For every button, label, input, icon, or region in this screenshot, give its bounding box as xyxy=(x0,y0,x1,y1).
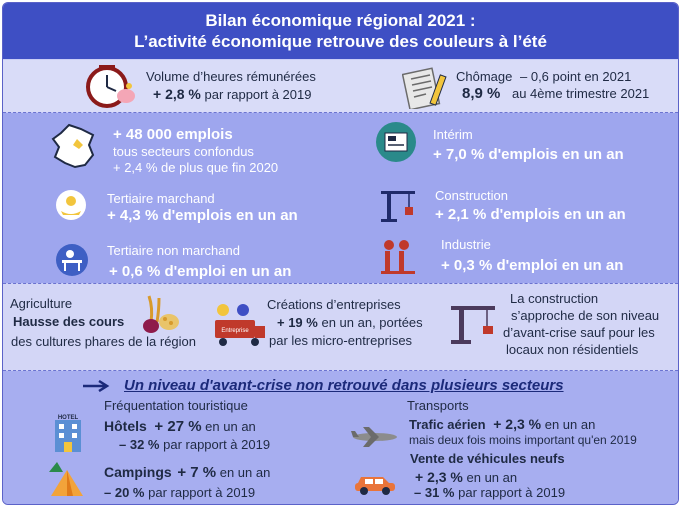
transports-title: Transports xyxy=(407,398,469,413)
hotels-value: + 27 % xyxy=(154,418,202,435)
hours-label: Volume d’heures rémunérées xyxy=(146,69,316,84)
jobs-total-line2: tous secteurs confondus xyxy=(113,144,254,159)
tourism-title: Fréquentation touristique xyxy=(104,398,248,413)
air-value: + 2,3 % xyxy=(493,416,542,432)
tnm-value: + 0,6 % d'emploi en un an xyxy=(109,263,292,280)
chomage-suffix: au 4ème trimestre 2021 xyxy=(511,86,650,101)
band-bottom xyxy=(3,371,678,504)
construction-text-line2: s’approche de son niveau xyxy=(511,308,660,323)
hotels-line2-value: – 32 % xyxy=(119,437,160,452)
band-top xyxy=(3,60,678,112)
infographic xyxy=(2,2,679,505)
tnm-label: Tertiaire non marchand xyxy=(107,243,240,258)
chomage-label: Chômage xyxy=(456,69,513,84)
crane-icon xyxy=(377,183,419,223)
construction-crane-icon xyxy=(449,298,497,348)
car-icon xyxy=(353,469,397,495)
construction-text-line1: La construction xyxy=(510,291,599,306)
cars-suffix: en un an xyxy=(466,470,518,485)
campings-line2-value: – 20 % xyxy=(104,485,145,500)
creation-line1: Créations d’entreprises xyxy=(267,297,401,312)
crops-icon xyxy=(135,292,185,334)
agri-line3: des cultures phares de la région xyxy=(11,334,197,349)
bottom-headline: Un niveau d'avant-crise non retrouvé dans plusieurs secteurs xyxy=(124,377,564,394)
tm-label: Tertiaire marchand xyxy=(107,191,215,206)
interim-label: Intérim xyxy=(433,127,473,142)
airplane-icon xyxy=(349,423,401,449)
creation-line2: en un an, portées xyxy=(321,315,423,330)
creation-line3: par les micro-entreprises xyxy=(269,333,413,348)
desk-worker-icon xyxy=(55,243,89,277)
construction-text-line3: d’avant-crise sauf pour les xyxy=(503,325,655,340)
campings-line2-suffix: par rapport à 2019 xyxy=(148,485,256,500)
air-line2: mais deux fois moins important qu'en 2019 xyxy=(409,433,637,447)
hotels-suffix: en un an xyxy=(205,419,256,434)
interim-value: + 7,0 % d'emplois en un an xyxy=(433,146,624,163)
construction-label: Construction xyxy=(435,188,508,203)
title-line-2: L’activité économique retrouve des couleurs à l’été xyxy=(134,32,547,51)
creation-value: + 19 % xyxy=(277,315,318,330)
chomage-value: 8,9 % xyxy=(462,85,501,102)
tm-value: + 4,3 % d'emplois en un an xyxy=(107,207,298,224)
cars-label: Vente de véhicules neufs xyxy=(410,451,565,466)
clock-piggy-icon xyxy=(85,64,137,108)
agri-line1: Agriculture xyxy=(10,296,73,311)
hotel-icon xyxy=(47,412,89,454)
jobs-total-line3: + 2,4 % de plus que fin 2020 xyxy=(113,160,279,175)
france-map-icon xyxy=(47,121,103,173)
handshake-icon xyxy=(55,189,87,221)
hotels-label: Hôtels xyxy=(104,418,147,434)
hours-suffix: par rapport à 2019 xyxy=(204,87,312,102)
hotel-sign: HOTEL xyxy=(57,415,79,421)
arrow-icon xyxy=(81,380,111,392)
factory-icon xyxy=(379,237,419,275)
construction-value: + 2,1 % d'emplois en un an xyxy=(435,206,626,223)
header xyxy=(3,3,678,59)
air-label: Trafic aérien xyxy=(409,417,486,432)
document-pen-icon xyxy=(402,65,448,109)
hotels-line2-suffix: par rapport à 2019 xyxy=(163,437,271,452)
chomage-change: – 0,6 point en 2021 xyxy=(520,69,632,84)
industrie-label: Industrie xyxy=(441,237,491,252)
air-suffix: en un an xyxy=(544,417,596,432)
campings-suffix: en un an xyxy=(219,465,271,480)
construction-text-line4: locaux non résidentiels xyxy=(506,342,639,357)
agri-line2: Hausse des cours xyxy=(13,314,125,329)
band-employment xyxy=(3,113,678,283)
industrie-value: + 0,3 % d'emploi en un an xyxy=(441,257,624,274)
cars-line2-suffix: par rapport à 2019 xyxy=(458,485,566,500)
cars-line2-value: – 31 % xyxy=(414,485,455,500)
truck-icon xyxy=(209,302,267,350)
cars-value: + 2,3 % xyxy=(415,469,463,485)
band-middle xyxy=(3,284,678,370)
interim-icon xyxy=(375,121,417,163)
campings-value: + 7 % xyxy=(177,464,217,481)
hours-value: + 2,8 % xyxy=(153,86,201,102)
campings-label: Campings xyxy=(104,464,172,480)
truck-label: Entreprise xyxy=(221,328,249,334)
camping-icon xyxy=(47,460,89,500)
jobs-total-value: + 48 000 emplois xyxy=(113,126,233,143)
title-line-1: Bilan économique régional 2021 : xyxy=(205,11,476,30)
